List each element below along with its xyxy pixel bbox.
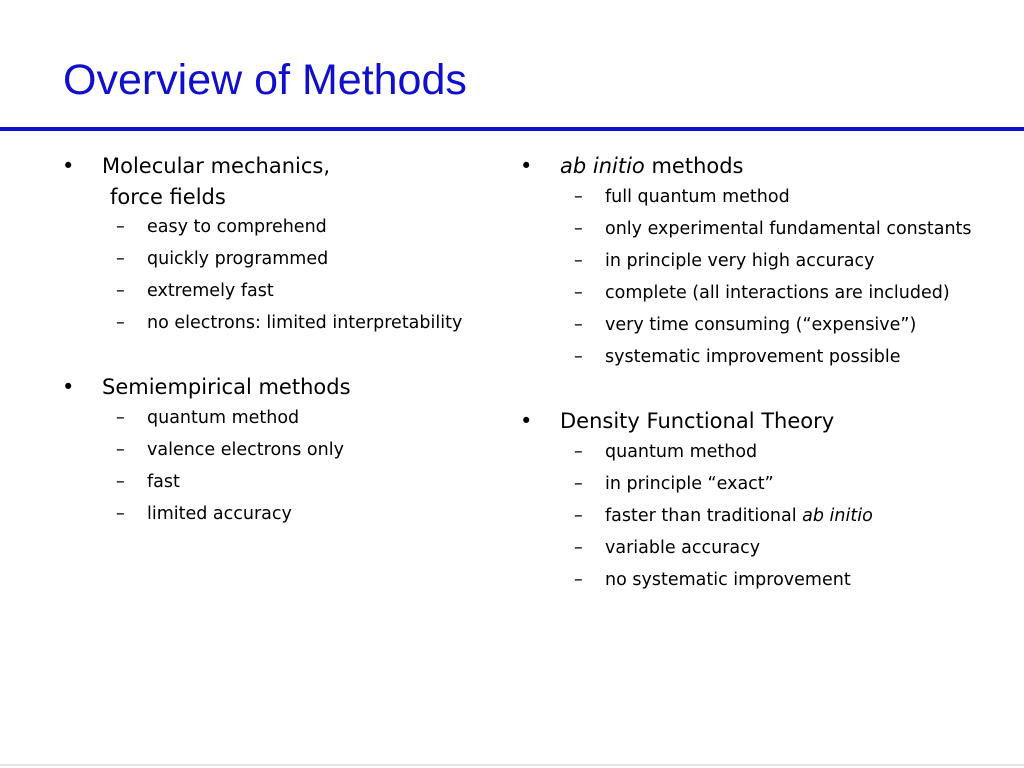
dash-marker: –	[574, 283, 583, 303]
list-item-text: in principle “exact”	[605, 474, 774, 494]
bullet-label-continuation: force fields	[110, 185, 226, 209]
dash-marker: –	[116, 408, 125, 428]
left-column	[60, 150, 505, 533]
sub-list	[518, 439, 978, 594]
slide-title: Overview of Methods	[63, 56, 467, 104]
title-divider	[0, 127, 1024, 131]
dash-marker: –	[116, 440, 125, 460]
dash-marker: –	[574, 251, 583, 271]
list-item-text: fast	[147, 472, 180, 492]
sub-list	[60, 214, 505, 337]
right-column	[518, 150, 978, 599]
list-item-text: variable accuracy	[605, 538, 761, 558]
bullet-group-molecular-mechanics	[60, 150, 505, 337]
list-item	[518, 567, 978, 594]
dash-marker: –	[574, 315, 583, 335]
bullet-marker: •	[520, 409, 533, 433]
list-item	[60, 310, 505, 337]
bullet-marker: •	[62, 154, 75, 178]
list-item-text: quantum method	[147, 408, 300, 428]
bullet-ab-initio	[518, 150, 978, 182]
dash-marker: –	[116, 504, 125, 524]
list-item-text: no electrons: limited interpretability	[147, 313, 463, 333]
list-item-text-italic: ab initio	[802, 506, 873, 526]
dash-marker: –	[574, 187, 583, 207]
list-item-text: faster than traditional	[605, 506, 803, 526]
list-item	[518, 248, 978, 275]
bullet-marker: •	[62, 375, 75, 399]
dash-marker: –	[574, 570, 583, 590]
dash-marker: –	[574, 442, 583, 462]
list-item-text: valence electrons only	[147, 440, 344, 460]
bullet-group-dft	[518, 405, 978, 594]
list-item-text: no systematic improvement	[605, 570, 851, 590]
bullet-group-ab-initio	[518, 150, 978, 371]
dash-marker: –	[116, 472, 125, 492]
list-item	[518, 471, 978, 498]
list-item	[518, 503, 978, 530]
sub-list	[518, 184, 978, 371]
bullet-semiempirical	[60, 371, 505, 403]
dash-marker: –	[574, 474, 583, 494]
footer-divider	[0, 764, 1024, 766]
bullet-dft	[518, 405, 978, 437]
list-item	[518, 312, 978, 339]
list-item	[518, 184, 978, 211]
list-item	[518, 216, 978, 243]
dash-marker: –	[116, 249, 125, 269]
list-item-text: quantum method	[605, 442, 758, 462]
list-item	[60, 246, 505, 273]
list-item-text: full quantum method	[605, 187, 790, 207]
dash-marker: –	[116, 313, 125, 333]
list-item-text: easy to comprehend	[147, 217, 327, 237]
dash-marker: –	[574, 538, 583, 558]
list-item-text: extremely fast	[147, 281, 274, 301]
list-item	[518, 344, 978, 371]
bullet-group-semiempirical	[60, 371, 505, 528]
bullet-marker: •	[520, 154, 533, 178]
list-item	[518, 280, 978, 307]
list-item-text: very time consuming (“expensive”)	[605, 315, 917, 335]
bullet-label-italic: ab initio	[560, 154, 645, 178]
bullet-label: Semiempirical methods	[102, 375, 351, 399]
list-item-text: in principle very high accuracy	[605, 251, 875, 271]
bullet-molecular-mechanics	[60, 150, 505, 212]
list-item	[60, 501, 505, 528]
list-item	[60, 278, 505, 305]
list-item-text: complete (all interactions are included)	[605, 283, 950, 303]
list-item-text: systematic improvement possible	[605, 347, 901, 367]
list-item-text: limited accuracy	[147, 504, 292, 524]
dash-marker: –	[574, 506, 583, 526]
bullet-label: Density Functional Theory	[560, 409, 835, 433]
dash-marker: –	[116, 281, 125, 301]
dash-marker: –	[574, 347, 583, 367]
list-item	[60, 405, 505, 432]
list-item	[60, 469, 505, 496]
list-item	[518, 535, 978, 562]
list-item	[60, 214, 505, 241]
list-item-text: only experimental fundamental constants	[605, 219, 972, 239]
bullet-label: Molecular mechanics,	[102, 154, 330, 178]
list-item-text: quickly programmed	[147, 249, 329, 269]
list-item	[60, 437, 505, 464]
list-item	[518, 439, 978, 466]
sub-list	[60, 405, 505, 528]
dash-marker: –	[116, 217, 125, 237]
bullet-label: methods	[644, 154, 744, 178]
dash-marker: –	[574, 219, 583, 239]
